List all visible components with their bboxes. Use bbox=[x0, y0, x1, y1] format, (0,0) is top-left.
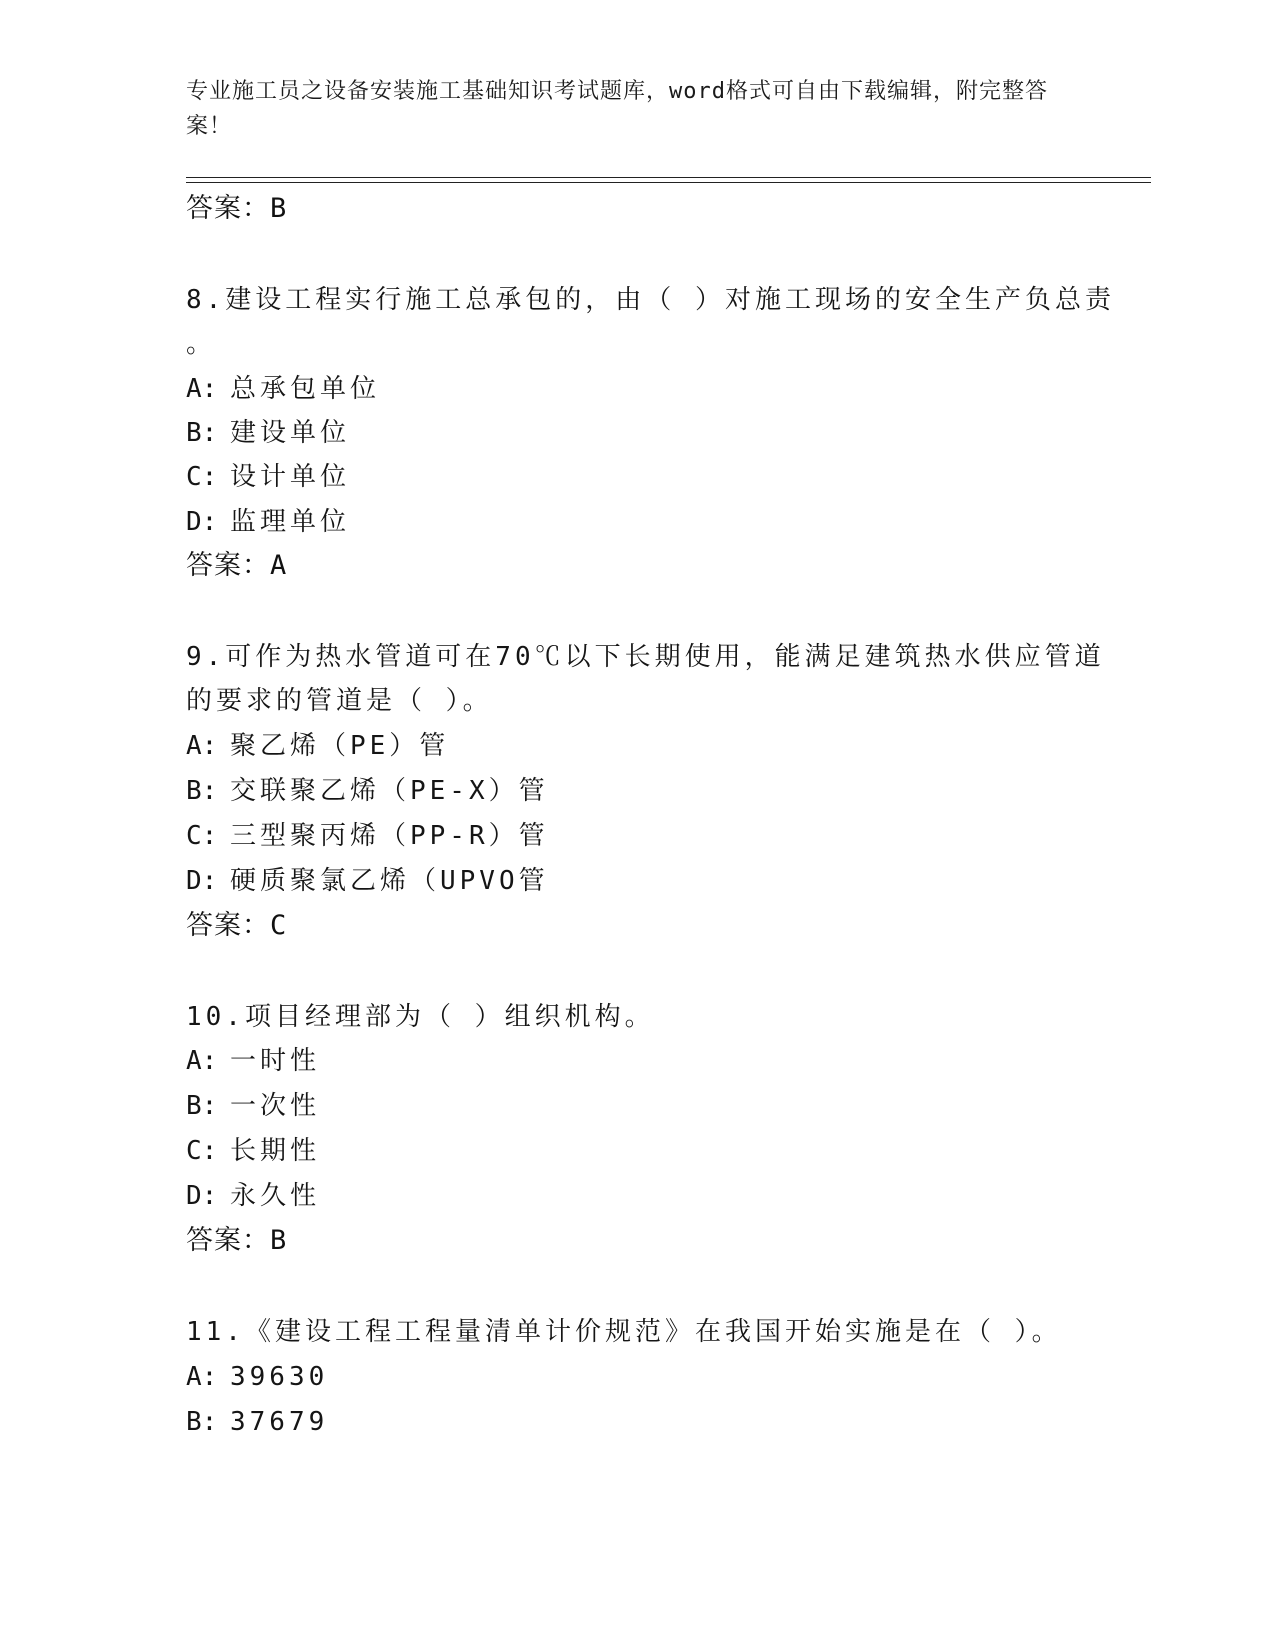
question-8-stem-continued: 。 bbox=[186, 329, 217, 359]
question-8-option-c bbox=[186, 460, 350, 494]
option-key: D: bbox=[186, 507, 218, 537]
option-text: 长期性 bbox=[230, 1136, 321, 1166]
option-text: 监理单位 bbox=[230, 507, 351, 537]
question-8-answer: 答案：A bbox=[186, 550, 288, 581]
option-text: 总承包单位 bbox=[230, 374, 381, 404]
option-key: C: bbox=[186, 462, 218, 492]
option-key: A: bbox=[186, 374, 218, 404]
option-text: 建设单位 bbox=[230, 418, 351, 448]
option-key: B: bbox=[186, 418, 218, 448]
question-9-option-b bbox=[186, 774, 549, 808]
question-8-option-b bbox=[186, 416, 350, 450]
page-header: 专业施工员之设备安装施工基础知识考试题库，word格式可自由下载编辑，附完整答案！ bbox=[186, 79, 1048, 139]
question-11-stem: 11.《建设工程工程量清单计价规范》在我国开始实施是在（ ）。 bbox=[186, 1317, 1062, 1347]
option-text: 硬质聚氯乙烯（UPVO管 bbox=[230, 866, 549, 896]
option-text: 聚乙烯（PE）管 bbox=[230, 731, 450, 761]
option-text: 交联聚乙烯（PE-X）管 bbox=[230, 776, 549, 806]
option-key: B: bbox=[186, 1091, 218, 1121]
option-text: 设计单位 bbox=[230, 462, 351, 492]
option-key: B: bbox=[186, 1407, 218, 1437]
option-key: D: bbox=[186, 1181, 218, 1211]
question-11-option-a bbox=[186, 1360, 328, 1394]
question-11-option-b bbox=[186, 1405, 328, 1439]
question-9-option-a bbox=[186, 729, 449, 763]
option-key: C: bbox=[186, 1136, 218, 1166]
question-10-option-a bbox=[186, 1044, 320, 1078]
option-key: A: bbox=[186, 1046, 218, 1076]
option-key: C: bbox=[186, 821, 218, 851]
option-text: 三型聚丙烯（PP-R）管 bbox=[230, 821, 549, 851]
question-8-option-d bbox=[186, 505, 350, 539]
option-text: 37679 bbox=[230, 1407, 329, 1437]
question-8-stem: 8.建设工程实行施工总承包的，由（ ）对施工现场的安全生产负总责 bbox=[186, 285, 1115, 315]
option-key: B: bbox=[186, 776, 218, 806]
option-key: D: bbox=[186, 866, 218, 896]
question-9-option-d bbox=[186, 864, 549, 898]
option-key: A: bbox=[186, 1362, 218, 1392]
question-10-stem: 10.项目经理部为（ ）组织机构。 bbox=[186, 1002, 655, 1032]
option-key: A: bbox=[186, 731, 218, 761]
question-10-answer: 答案：B bbox=[186, 1225, 288, 1256]
previous-answer: 答案：B bbox=[186, 193, 288, 224]
question-9-stem-continued: 的要求的管道是（ ）。 bbox=[186, 686, 493, 716]
question-9-option-c bbox=[186, 819, 549, 853]
header-divider-secondary bbox=[186, 182, 1151, 183]
question-10-option-d bbox=[186, 1179, 320, 1213]
question-8-option-a bbox=[186, 372, 380, 406]
option-text: 永久性 bbox=[230, 1181, 321, 1211]
header-divider bbox=[186, 177, 1151, 178]
option-text: 39630 bbox=[230, 1362, 329, 1392]
option-text: 一时性 bbox=[230, 1046, 321, 1076]
option-text: 一次性 bbox=[230, 1091, 321, 1121]
question-9-stem: 9.可作为热水管道可在70℃以下长期使用，能满足建筑热水供应管道 bbox=[186, 642, 1105, 672]
question-9-answer: 答案：C bbox=[186, 910, 288, 941]
question-10-option-c bbox=[186, 1134, 320, 1168]
question-10-option-b bbox=[186, 1089, 320, 1123]
